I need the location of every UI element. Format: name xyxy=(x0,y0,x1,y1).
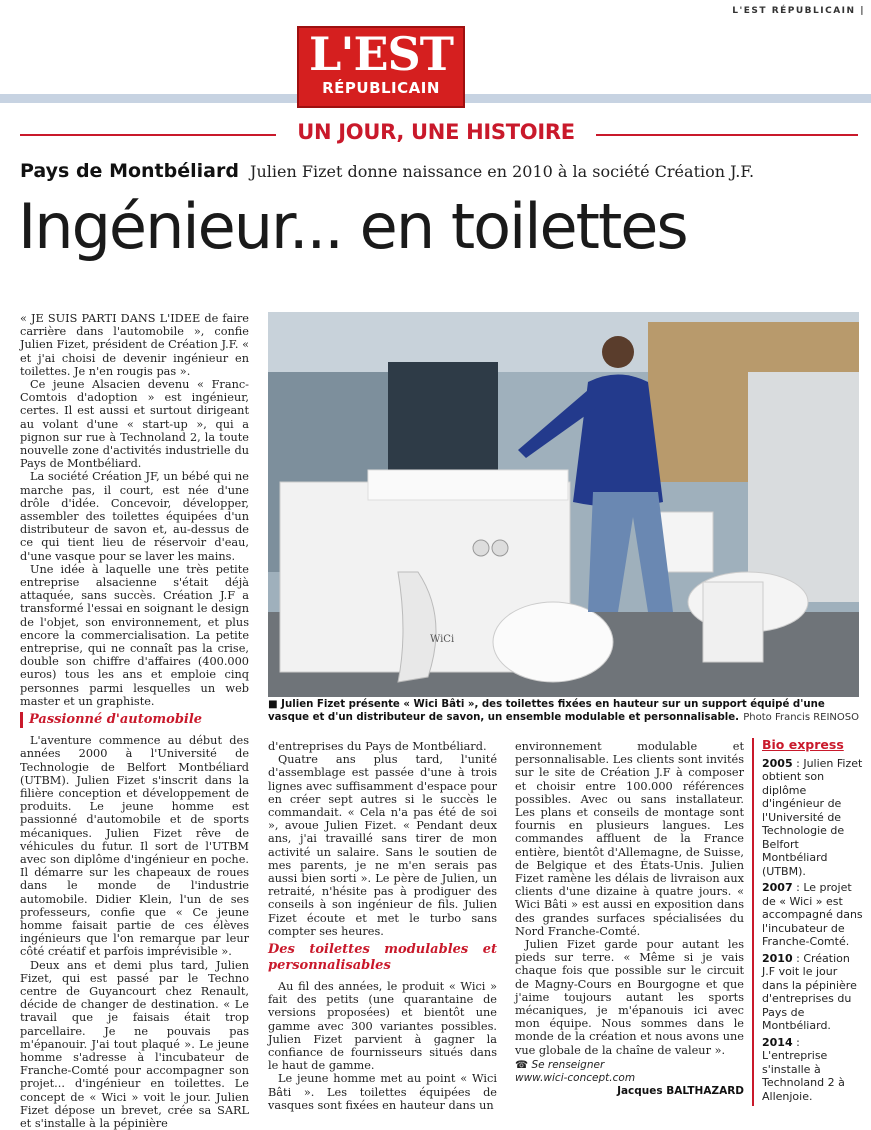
photo-brand-label: WiCi xyxy=(430,634,455,645)
logo-main-text: L'EST xyxy=(309,27,453,81)
phone-icon: ☎ xyxy=(515,1058,529,1071)
photo-caption xyxy=(268,698,859,724)
newspaper-logo xyxy=(297,26,465,108)
bio-year: 2007 xyxy=(762,881,793,894)
subheading: Des toilettes modulables et personnalisables xyxy=(268,942,497,974)
logo-sub-text: RÉPUBLICAIN xyxy=(322,79,440,97)
bio-entry xyxy=(762,1036,864,1104)
paragraph: d'entreprises du Pays de Montbéliard. xyxy=(268,740,487,753)
article-column-2 xyxy=(268,740,497,1112)
paragraph: Une idée à laquelle une très petite entreprise alsacienne s'était déjà attaquée, sans succès. Création J.F a transformé l'essai en soignant le design de l'objet, son environnement, et plus encore la commercialisation. La petite entreprise, qui ne connaît pas la crise, double son chiffre d'affaires (400.000 euros) tous les ans et emploie cinq personnes parmi lesquelles un web master et un graphiste. xyxy=(20,562,249,708)
kicker-subtitle: Julien Fizet donne naissance en 2010 à la société Création J.F. xyxy=(250,162,755,181)
bio-year: 2010 xyxy=(762,951,793,965)
bio-text: : L'entreprise s'installe à Technoland 2 à Allenjoie. xyxy=(762,1035,845,1103)
info-block xyxy=(515,1059,744,1072)
bio-title: Bio express xyxy=(762,737,844,752)
bio-express-box xyxy=(752,738,864,1106)
paragraph: Le jeune homme met au point « Wici Bâti ». Les toilettes équipées de vasques sont fixées en hauteur dans un xyxy=(268,1072,497,1112)
article-column-1 xyxy=(20,312,249,1130)
subheading: Passionné d'automobile xyxy=(20,712,249,728)
article-column-3 xyxy=(515,740,744,1100)
paragraph: La société Création JF, un bébé qui ne marche pas, il court, est née d'une drôle d'idée. Concevoir, développer, assembler des toilettes équipées d'un distributeur de savon et, au-dessus de ce qui tient lieu de réservoir d'eau, d'une vasque pour se laver les mains. xyxy=(20,470,249,563)
paragraph: L'aventure commence au début des années 2000 à l'Université de Technologie de Belfort Montbéliard (UTBM). Julien Fizet s'inscrit dans la filière conception et développement de produits. Le jeune homme est passionné d'automobile et de sports mécaniques. Julien Fizet rêve de véhicules du futur. Il sort de l'UTBM avec son diplôme d'ingénieur en poche. Il démarre sur les chapeaux de roues dans le monde de l'industrie automobile. Didier Klein, l'un de ses professeurs, confie que « Ce jeune homme faisait partie de ces élèves ingénieurs que l'on remarque par leur côté créatif et parfois imprévisible ». xyxy=(20,734,249,959)
paragraph: Ce jeune Alsacien devenu « Franc-Comtois d'adoption » est ingénieur, certes. Il est aussi et surtout dirigeant au volant d'une « start-up », qui a pignon sur rue à Technoland 2, la toute nouvelle zone d'activités industrielle du Pays de Montbéliard. xyxy=(20,378,249,471)
paragraph: Quatre ans plus tard, l'unité d'assemblage est passée d'une à trois lignes avec suffisamment d'espace pour en créer sept autres si le succès le commandait. « Cela n'a pas été de soi », avoue Julien Fizet. « Pendant deux ans, j'ai travaillé sans tirer de mon activité un salaire. Sans le soutien de mes parents, je ne m'en serais pas aussi bien sorti ». Le père de Julien, un retraité, n'hésite pas à prodiguer des conseils à son ingénieur de fils. Julien Fizet écoute et met le turbo sans compter ses heures. xyxy=(268,753,497,938)
paragraph: Julien Fizet garde pour autant les pieds sur terre. « Même si je vais chaque fois que possible sur le circuit de Magny-Cours en Bourgogne et que j'aime toujours autant les sports mécaniques, je m'épanouis ici avec mon équipe. Nous sommes dans le monde de la création et nous avons une vue globale de la chaîne de valeur ». xyxy=(515,938,744,1057)
kicker xyxy=(20,160,754,182)
bio-year: 2014 xyxy=(762,1035,793,1049)
article-photo xyxy=(268,312,859,697)
bio-text: : Le projet de « Wici » est accompagné dans l'incubateur de Franche-Comté. xyxy=(762,881,863,948)
bio-text: : Création J.F voit le jour dans la pépinière d'entreprises du Pays de Montbéliard. xyxy=(762,951,857,1032)
rubric-line-right xyxy=(596,134,858,136)
section-rubric xyxy=(0,120,871,148)
photo-credit: Photo Francis REINOSO xyxy=(743,712,859,723)
article-author: Jacques BALTHAZARD xyxy=(617,1085,744,1098)
paragraph: « JE SUIS PARTI DANS L'IDEE de faire carrière dans l'automobile », confie Julien Fizet, président de Création J.F. « et j'ai choisi de devenir ingénieur en toilettes. Je n'en rougis pas ». xyxy=(20,312,249,378)
paragraph: environnement modulable et personnalisable. Les clients sont invités sur le site de Création J.F à composer et choisir entre 100.000 références possibles. Avec ou sans installateur. Les plans et conseils de montage sont fournis en plusieurs langues. Les commandes affluent de la France entière, bientôt d'Allemagne, de Suisse, de Belgique et des États-Unis. Julien Fizet ramène les délais de livraison aux clients d'une dizaine à quatre jours. « Wici Bâti » est aussi en exposition dans des grandes surfaces spécialisées du Nord Franche-Comté. xyxy=(515,740,744,938)
bio-text: : Julien Fizet obtient son diplôme d'ingénieur de l'Université de Technologie de Belfort Montbéliard (UTBM). xyxy=(762,756,863,878)
top-line xyxy=(0,0,871,22)
photo-illustration xyxy=(268,312,859,697)
paragraph: Au fil des années, le produit « Wici » fait des petits (une quarantaine de versions proposées) et bientôt une gamme avec 300 variantes possibles. Julien Fizet parvient à gagner la confiance de fournisseurs situés dans le haut de gamme. xyxy=(268,980,497,1073)
caption-text: ■ Julien Fizet présente « Wici Bâti », des toilettes fixées en hauteur sur un support équipé d'une vasque et d'un distributeur de savon, un ensemble modulable et personnalisable. xyxy=(268,699,825,723)
rubric-line-left xyxy=(20,134,276,136)
rubric-label: UN JOUR, UNE HISTOIRE xyxy=(297,120,575,144)
info-label: Se renseigner xyxy=(531,1058,605,1071)
bio-entry xyxy=(762,757,864,879)
article-headline: Ingénieur... en toilettes xyxy=(18,190,687,263)
paragraph: Deux ans et demi plus tard, Julien Fizet, qui est passé par le Techno centre de Guyancourt chez Renault, décide de changer de destination. « Le travail que je faisais était trop parcellaire. Je ne pouvais pas m'épanouir. J'ai tout plaqué ». Le jeune homme s'adresse à l'incubateur de Franche-Comté pour accompagner son projet... d'ingénieur en toilettes. Le concept de « Wici » voit le jour. Julien Fizet dépose un brevet, crée sa SARL et s'installe à la pépinière xyxy=(20,958,249,1130)
website-link[interactable]: www.wici-concept.com xyxy=(515,1072,636,1085)
bio-entry xyxy=(762,881,864,949)
bio-entry xyxy=(762,952,864,1033)
publication-label: L'EST RÉPUBLICAIN | xyxy=(732,6,865,16)
kicker-location: Pays de Montbéliard xyxy=(20,160,239,182)
bio-year: 2005 xyxy=(762,756,793,770)
